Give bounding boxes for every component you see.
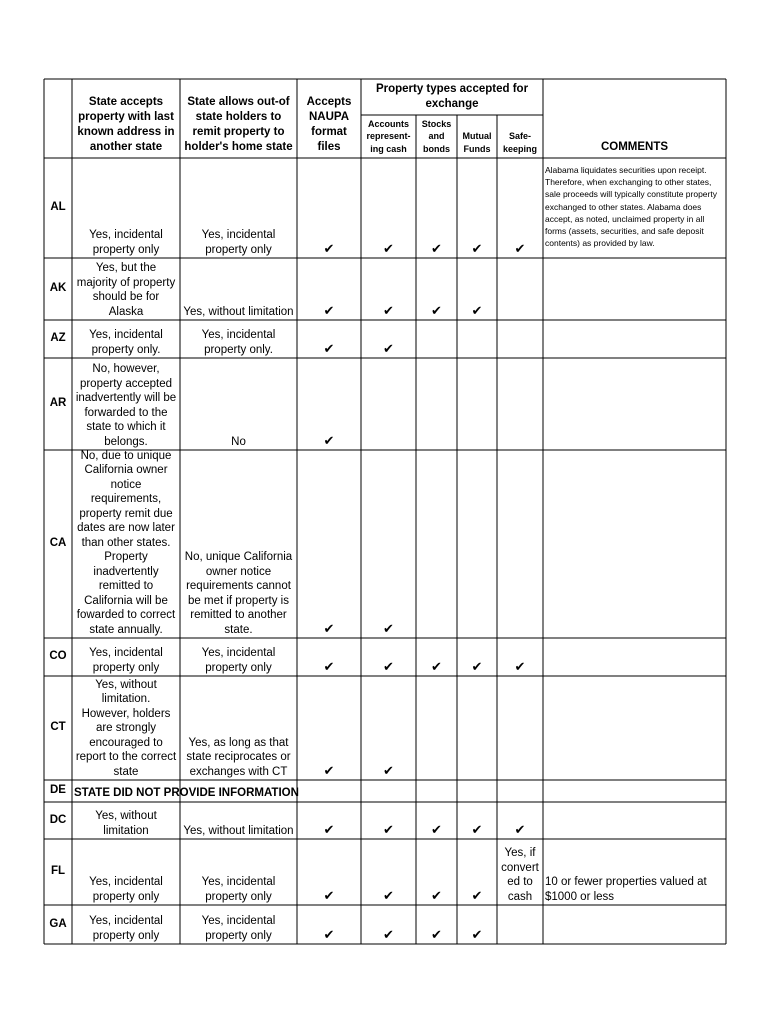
state-code: AK [49, 282, 67, 295]
last-known-address-cell: Yes, incidental property only [89, 915, 163, 942]
cash-check-icon: ✔ [383, 620, 394, 636]
safekeeping-check-icon: ✔ [514, 240, 526, 256]
cash-check-icon: ✔ [383, 762, 394, 778]
out-of-state-cell: Yes, incidental property only [201, 876, 276, 903]
header-comments: COMMENTS [600, 141, 669, 153]
header-property-types-group: Property types accepted for exchange [375, 82, 529, 110]
no-information-note: STATE DID NOT PROVIDE INFORMATION [74, 787, 299, 799]
safekeeping-cell: Yes, if convert ed to cash [501, 847, 539, 903]
stocks-check-icon: ✔ [431, 821, 442, 837]
header-accounts-cash: Accounts represent- ing cash [366, 118, 411, 154]
cash-check-icon: ✔ [383, 658, 394, 674]
out-of-state-cell: Yes, incidental property only [201, 229, 276, 256]
state-code: DC [49, 813, 67, 826]
last-known-address-cell: Yes, without limitation. However, holders are strongly encouraged to report to the correct state [75, 678, 177, 778]
funds-check-icon: ✔ [471, 658, 483, 674]
naupa-check-icon: ✔ [323, 821, 335, 837]
last-known-address-cell: Yes, incidental property only [89, 876, 163, 903]
header-safekeeping: Safe- keeping [502, 131, 537, 154]
out-of-state-cell: No [231, 435, 246, 448]
naupa-check-icon: ✔ [323, 658, 335, 674]
naupa-check-icon: ✔ [323, 340, 335, 356]
naupa-check-icon: ✔ [323, 926, 335, 942]
last-known-address-cell: Yes, without limitation [95, 810, 157, 837]
last-known-address-cell: No, due to unique California owner notice requirements, property remit due dates are now later than other states. Property inadvertently remitted to California will be fowarded to correct state annually. [76, 450, 176, 636]
last-known-address-cell: Yes, but the majority of property should be for Alaska [76, 262, 176, 318]
last-known-address-cell: Yes, incidental property only [89, 647, 163, 674]
state-code: GA [49, 917, 67, 930]
funds-check-icon: ✔ [471, 302, 483, 318]
out-of-state-cell: Yes, incidental property only [201, 647, 276, 674]
naupa-check-icon: ✔ [323, 887, 335, 903]
state-code: CO [49, 650, 67, 663]
stocks-check-icon: ✔ [431, 926, 442, 942]
cash-check-icon: ✔ [383, 821, 394, 837]
stocks-check-icon: ✔ [431, 302, 442, 318]
naupa-check-icon: ✔ [323, 762, 335, 778]
funds-check-icon: ✔ [471, 240, 483, 256]
naupa-check-icon: ✔ [323, 240, 335, 256]
last-known-address-cell: Yes, incidental property only. [89, 329, 163, 356]
state-code: FL [50, 865, 66, 878]
safekeeping-check-icon: ✔ [514, 658, 526, 674]
stocks-check-icon: ✔ [431, 887, 442, 903]
out-of-state-cell: Yes, incidental property only. [201, 329, 276, 356]
header-last-known-address: State accepts property with last known address in another state [77, 96, 175, 153]
last-known-address-cell: Yes, incidental property only [89, 229, 163, 256]
out-of-state-cell: No, unique California owner notice requirements cannot be met if property is remitted to another state. [184, 551, 293, 636]
cash-check-icon: ✔ [383, 302, 394, 318]
header-out-of-state-remit: State allows out-of state holders to remit property to holder's home state [184, 96, 293, 153]
comments-cell: Alabama liquidates securities upon receipt. Therefore, when exchanging to other states, sale proceeds will typically constitute property exchanged to other states. Alabama does accept, as noted, unclaimed property in all forms (assets, securities, and safe deposit contents) as provided by law. [545, 165, 717, 249]
cash-check-icon: ✔ [383, 926, 394, 942]
stocks-check-icon: ✔ [431, 240, 442, 256]
comments-cell: 10 or fewer properties valued at $1000 or less [545, 876, 707, 903]
state-code: AL [50, 201, 66, 214]
last-known-address-cell: No, however, property accepted inadvertently will be forwarded to the state to which it belongs. [75, 363, 177, 448]
out-of-state-cell: Yes, without limitation [183, 305, 294, 318]
header-mutual-funds: Mutual Funds [462, 131, 492, 154]
out-of-state-cell: Yes, as long as that state reciprocates or exchanges with CT [186, 736, 291, 778]
stocks-check-icon: ✔ [431, 658, 442, 674]
state-code: AR [49, 397, 67, 410]
cash-check-icon: ✔ [383, 240, 394, 256]
state-code: DE [50, 784, 66, 797]
funds-check-icon: ✔ [471, 887, 483, 903]
naupa-check-icon: ✔ [323, 432, 335, 448]
state-code: AZ [50, 332, 66, 345]
naupa-check-icon: ✔ [323, 302, 335, 318]
state-code: CA [49, 537, 67, 550]
funds-check-icon: ✔ [471, 821, 483, 837]
out-of-state-cell: Yes, incidental property only [201, 915, 276, 942]
out-of-state-cell: Yes, without limitation [183, 824, 294, 837]
naupa-check-icon: ✔ [323, 620, 335, 636]
state-code: CT [50, 721, 66, 734]
cash-check-icon: ✔ [383, 887, 394, 903]
header-naupa-format: Accepts NAUPA format files [306, 96, 352, 153]
cash-check-icon: ✔ [383, 340, 394, 356]
funds-check-icon: ✔ [471, 926, 483, 942]
header-stocks-bonds: Stocks and bonds [421, 118, 452, 154]
safekeeping-check-icon: ✔ [514, 821, 526, 837]
